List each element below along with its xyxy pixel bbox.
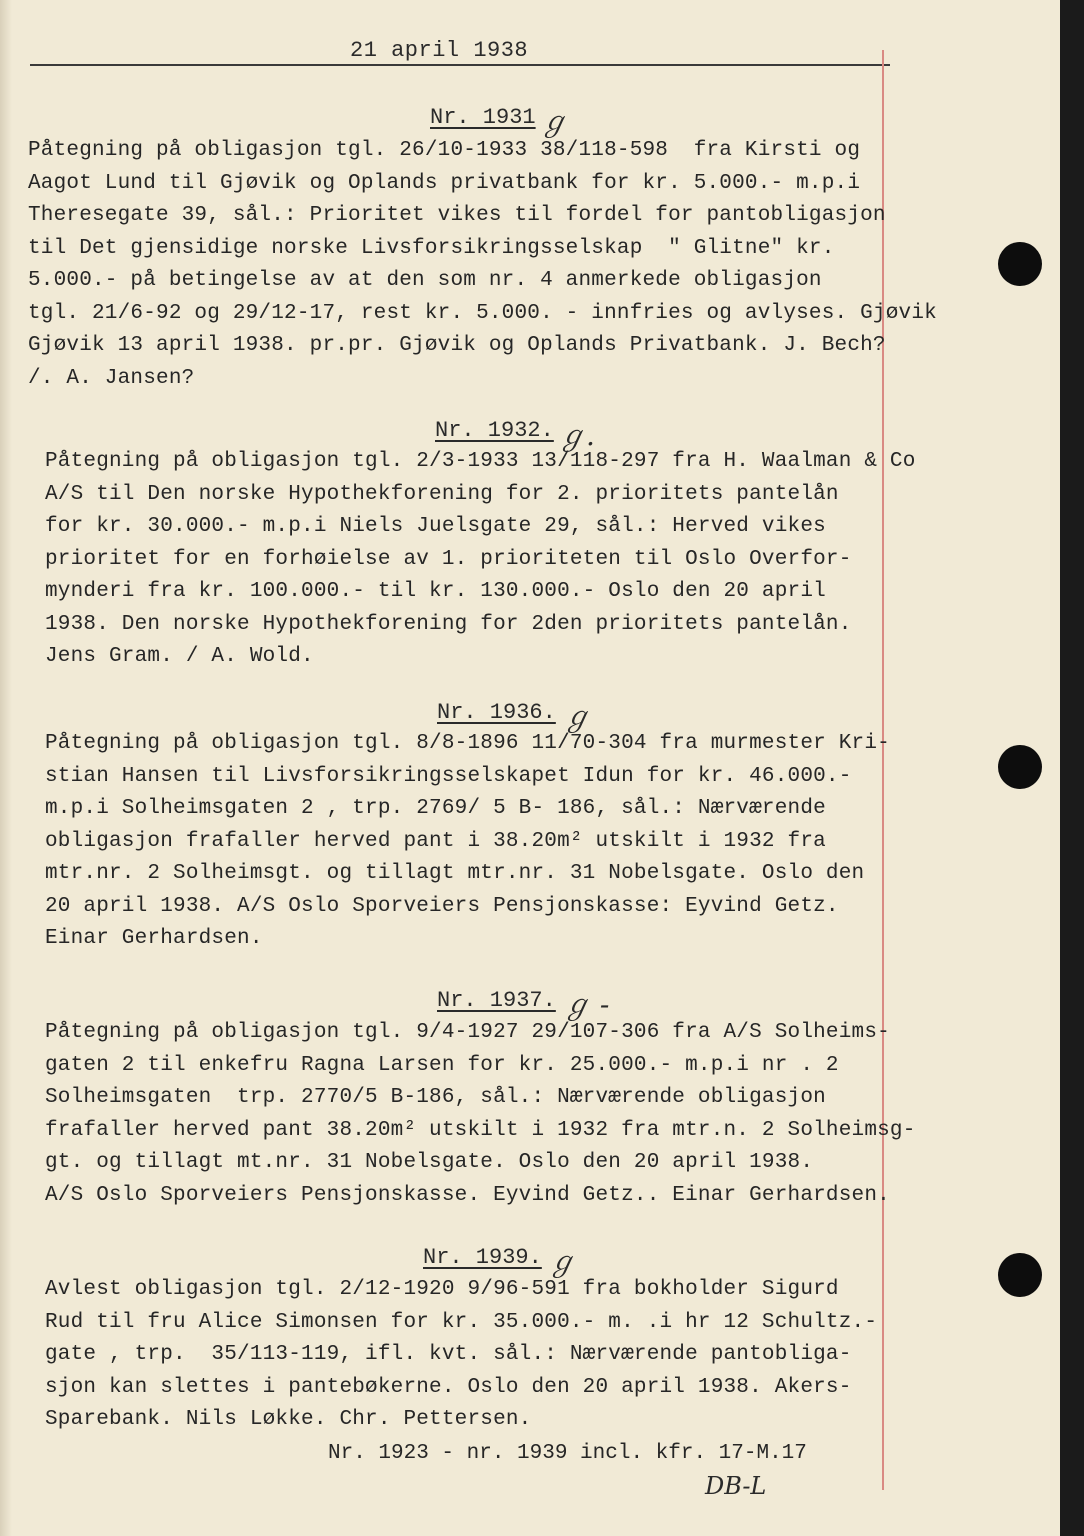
entry-line: Avlest obligasjon tgl. 2/12-1920 9/96-591 fra bokholder Sigurd bbox=[45, 1278, 839, 1301]
entry-number: Nr. 1937. bbox=[437, 988, 556, 1013]
entry-line: gt. og tillagt mt.nr. 31 Nobelsgate. Oslo den 20 april 1938. bbox=[45, 1151, 814, 1174]
scan-right-edge bbox=[1060, 0, 1084, 1536]
entry-line: stian Hansen til Livsforsikringsselskapet Idun for kr. 46.000.- bbox=[45, 764, 852, 788]
entry-body bbox=[28, 135, 937, 395]
entry-line: Gjøvik 13 april 1938. pr.pr. Gjøvik og Oplands Privatbank. J. Bech? bbox=[28, 334, 886, 357]
entry-line: A/S til Den norske Hypothekforening for 2. prioritets pantelån bbox=[45, 482, 839, 506]
entry-mark: ℊ bbox=[540, 105, 569, 138]
entry-body bbox=[45, 728, 890, 956]
entry-line: frafaller herved pant 38.20m² utskilt i 1932 fra mtr.n. 2 Solheimsg- bbox=[45, 1118, 916, 1142]
entry-line: obligasjon frafaller herved pant i 38.20m² utskilt i 1932 fra bbox=[45, 829, 826, 853]
punch-hole bbox=[998, 1253, 1042, 1297]
entry-line: sjon kan slettes i pantebøkerne. Oslo den 20 april 1938. Akers- bbox=[45, 1375, 852, 1399]
entry-line: til Det gjensidige norske Livsforsikringsselskap " Glitne" kr. bbox=[28, 236, 835, 260]
entry-mark: ℊ - bbox=[563, 988, 610, 1021]
entry-line: 20 april 1938. A/S Oslo Sporveiers Pensjonskasse: Eyvind Getz. bbox=[45, 894, 839, 918]
entry-number: Nr. 1931 bbox=[430, 105, 536, 130]
entry-mark: ℊ. bbox=[558, 419, 595, 452]
entry-body bbox=[45, 1274, 877, 1437]
entry-line: mynderi fra kr. 100.000.- til kr. 130.000.- Oslo den 20 april bbox=[45, 580, 826, 603]
entry-line: Jens Gram. / A. Wold. bbox=[45, 645, 314, 668]
punch-hole bbox=[998, 745, 1042, 789]
entry-line: for kr. 30.000.- m.p.i Niels Juelsgate 29, sål.: Herved vikes bbox=[45, 515, 826, 538]
entry-mark: ℊ bbox=[563, 700, 592, 733]
entry-line: Påtegning på obligasjon tgl. 8/8-1896 11/70-304 fra murmester Kri- bbox=[45, 732, 890, 755]
entry-line: A/S Oslo Sporveiers Pensjonskasse. Eyvind Getz.. Einar Gerhardsen. bbox=[45, 1183, 890, 1207]
header-rule bbox=[30, 64, 890, 66]
footer-signature: DB-L bbox=[705, 1472, 767, 1500]
page-date-header: 21 april 1938 bbox=[350, 38, 529, 63]
entry-line: Rud til fru Alice Simonsen for kr. 35.000.- m. .i hr 12 Schultz.- bbox=[45, 1310, 878, 1334]
punch-hole bbox=[998, 242, 1042, 286]
entry-line: gaten 2 til enkefru Ragna Larsen for kr. 25.000.- m.p.i nr . 2 bbox=[45, 1053, 839, 1077]
entry-line: Aagot Lund til Gjøvik og Oplands privatbank for kr. 5.000.- m.p.i bbox=[28, 171, 861, 195]
entry-line: Påtegning på obligasjon tgl. 9/4-1927 29/107-306 fra A/S Solheims- bbox=[45, 1021, 890, 1044]
entry-line: Einar Gerhardsen. bbox=[45, 927, 263, 950]
entry-line: /. A. Jansen? bbox=[28, 366, 195, 390]
entry-line: mtr.nr. 2 Solheimsgt. og tillagt mtr.nr. 31 Nobelsgate. Oslo den bbox=[45, 862, 865, 885]
entry-line: Påtegning på obligasjon tgl. 2/3-1933 13/118-297 fra H. Waalman & Co bbox=[45, 450, 916, 473]
entry-line: m.p.i Solheimsgaten 2 , trp. 2769/ 5 B- 186, sål.: Nærværende bbox=[45, 797, 826, 820]
entry-mark: ℊ bbox=[548, 1245, 577, 1278]
entry-line: tgl. 21/6-92 og 29/12-17, rest kr. 5.000. - innfries og avlyses. Gjøvik bbox=[28, 301, 937, 325]
entry-line: Theresegate 39, sål.: Prioritet vikes til fordel for pantobligasjon bbox=[28, 204, 886, 227]
entry-line: Sparebank. Nils Løkke. Chr. Pettersen. bbox=[45, 1408, 532, 1431]
footer-reference: Nr. 1923 - nr. 1939 incl. kfr. 17-M.17 bbox=[328, 1442, 807, 1465]
entry-line: 5.000.- på betingelse av at den som nr. 4 anmerkede obligasjon bbox=[28, 269, 822, 292]
entry-number: Nr. 1936. bbox=[437, 700, 556, 725]
entry-body bbox=[45, 1017, 916, 1212]
entry-line: prioritet for en forhøielse av 1. prioriteten til Oslo Overfor- bbox=[45, 547, 852, 571]
entry-number: Nr. 1932. bbox=[435, 418, 554, 443]
entry-line: Påtegning på obligasjon tgl. 26/10-1933 38/118-598 fra Kirsti og bbox=[28, 139, 861, 162]
entry-number: Nr. 1939. bbox=[423, 1245, 542, 1270]
entry-line: Solheimsgaten trp. 2770/5 B-186, sål.: Nærværende obligasjon bbox=[45, 1086, 826, 1109]
entry-line: 1938. Den norske Hypothekforening for 2den prioritets pantelån. bbox=[45, 612, 852, 636]
entry-line: gate , trp. 35/113-119, ifl. kvt. sål.: Nærværende pantobliga- bbox=[45, 1343, 852, 1366]
page-left-edge bbox=[0, 0, 12, 1536]
entry-body bbox=[45, 446, 916, 674]
